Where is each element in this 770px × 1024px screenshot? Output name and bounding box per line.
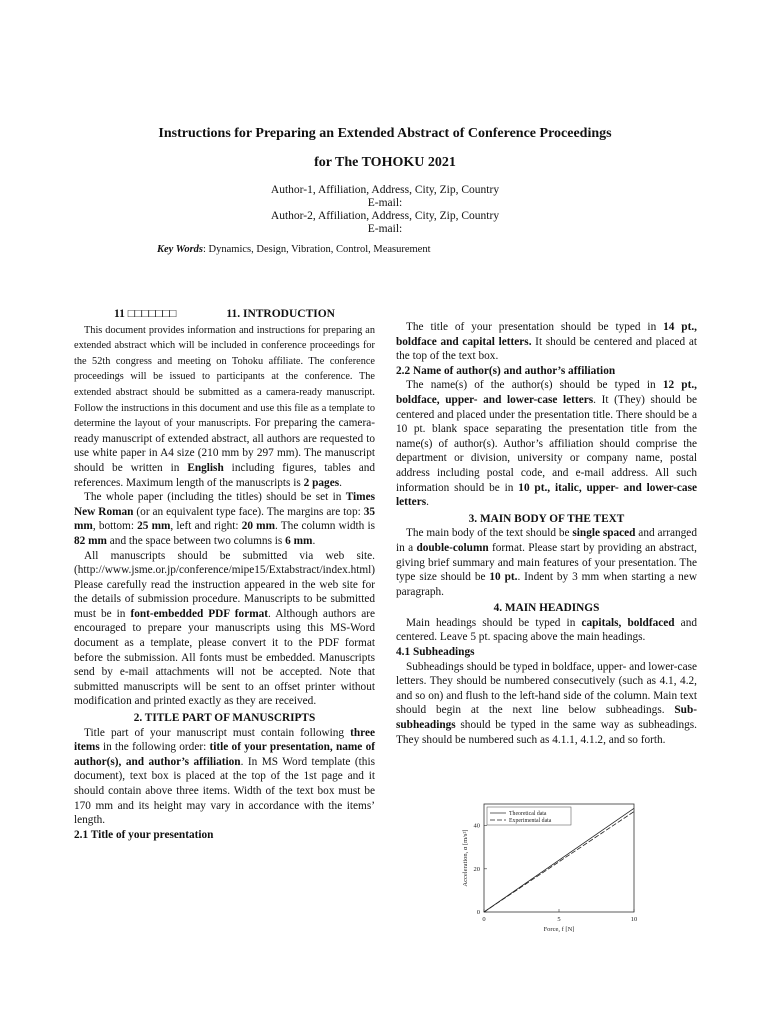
- title-instructions-paragraph: The title of your presentation should be typed in 14 pt., boldface and capital letters. It should be centered and placed at the top of the text box.: [396, 321, 697, 363]
- legend-entry: Theoretical data: [509, 811, 547, 817]
- subsection-2-1-heading: 2.1 Title of your presentation: [74, 828, 214, 841]
- garbled-heading: 11 □□□□□□□: [114, 308, 177, 320]
- y-tick-label: 0: [476, 909, 480, 916]
- subheadings-paragraph: Subheadings should be typed in boldface, upper- and lower-case letters. They should be numbered consecutively (such as 4.1, 4.2, and so on) and flush to the left-hand side of the column. Main text should begin at the next line below subheadings. Sub-subheadings should be typed in the same way as subheadings. They should be numbered such as 4.1.1, 4.1.2, and so forth.: [396, 660, 697, 746]
- author-2: Author-2, Affiliation, Address, City, Zip, Country: [270, 210, 500, 222]
- x-axis-label: Force, f [N]: [543, 926, 575, 933]
- paper-title-line2: for The TOHOKU 2021: [314, 155, 456, 170]
- intro-heading-text: 11. INTRODUCTION: [226, 308, 335, 320]
- title-part-paragraph: Title part of your manuscript must contain following three items in the following order: title of your presentation, name of author(s), and author’s affiliation. In MS Word template (this document), text box is placed at the top of the 1st page and it should contain above three items. Width of the text box must be 170 mm and its height may vary in accordance with the items’ length.: [74, 726, 375, 827]
- y-axis-label: Acceleration, α [m/s²]: [462, 829, 469, 887]
- author-2-email: E-mail:: [367, 223, 403, 235]
- author-1-email: E-mail:: [367, 197, 403, 209]
- paper-title-line1: Instructions for Preparing an Extended Abstract of Conference Proceedings: [158, 126, 612, 141]
- x-tick-label: 0: [482, 916, 486, 923]
- intro-paragraph-3: All manuscripts should be submitted via web site. (http://www.jsme.or.jp/conference/mipe15/Extabstract/index.html) Please carefully read the instruction appeared in the web site for the details of submission procedure. Manuscripts to be submitted must be in font-embedded PDF format. Although authors are encouraged to prepare your manuscripts using this MS-Word document as a template, please convert it to the PDF format before the submission. All fonts must be embedded. Manuscripts send by e-mail attachments will not be accepted. Note that submitted manuscripts will be sent to an offset printer without modification and printed exactly as they are received.: [74, 549, 376, 708]
- section-4-heading: 4. MAIN HEADINGS: [493, 602, 600, 615]
- keywords-label: Key Words: [157, 244, 203, 255]
- intro-heading: [74, 307, 375, 322]
- legend-entry: Experimental data: [509, 818, 552, 824]
- x-tick-label: 5: [557, 916, 561, 923]
- subsection-2-2-heading: 2.2 Name of author(s) and author’s affiliation: [396, 364, 616, 377]
- left-column: [74, 307, 375, 842]
- author-1: Author-1, Affiliation, Address, City, Zip, Country: [270, 184, 500, 196]
- intro-paragraph-2: The whole paper (including the titles) should be set in Times New Roman (or an equivalent type face). The margins are top: 35 mm, bottom: 25 mm, left and right: 20 mm. The column width is 82 mm and the space between two columns is 6 mm.: [74, 491, 375, 547]
- right-column: [396, 320, 697, 747]
- section-2-heading: 2. TITLE PART OF MANUSCRIPTS: [133, 712, 316, 725]
- keywords-list: : Dynamics, Design, Vibration, Control, Measurement: [203, 244, 431, 255]
- main-body-paragraph: The main body of the text should be single spaced and arranged in a double-column format. Please start by providing an abstract, giving brief summary and main features of your presentation. The type size should be 10 pt.. Indent by 3 mm when starting a new paragraph.: [396, 527, 697, 598]
- subsection-4-1-heading: 4.1 Subheadings: [396, 646, 475, 659]
- chart-svg: [448, 800, 648, 945]
- x-tick-label: 10: [630, 916, 638, 923]
- intro-paragraph-1: This document provides information and instructions for preparing an extended abstract which will be included in conference proceedings for the 52th congress and meeting on Tohoku affiliate. The conference proceedings will be issued to participants at the conference. The extended abstract should be submitted as a camera-ready manuscript. Follow the instructions in this document and use this file as a template to determine the layout of your manuscripts. For preparing the camera-ready manuscript of extended abstract, all authors are requested to use white paper in A4 size (210 mm by 297 mm). The manuscript should be written in English including figures, tables and references. Maximum length of the manuscripts is 2 pages.: [74, 324, 376, 489]
- section-3-heading: 3. MAIN BODY OF THE TEXT: [468, 512, 625, 525]
- y-tick-label: 20: [473, 865, 480, 873]
- author-instructions-paragraph: The name(s) of the author(s) should be typed in 12 pt., boldface, upper- and lower-case letters. It (They) should be centered and placed under the presentation title. There should be a 10 pt. blank space separating the presentation title from the name(s) of author(s). Author’s affiliation should comprise the department or division, university or company name, postal address including postal code, and e-mail address. All such information should be in 10 pt., italic, upper- and lower-case letters.: [396, 379, 697, 509]
- keywords: [157, 244, 431, 255]
- y-tick-label: 40: [473, 822, 480, 830]
- main-headings-paragraph: Main headings should be typed in capitals, boldfaced and centered. Leave 5 pt. spacing above the main headings.: [396, 616, 697, 644]
- figure-chart: [448, 800, 648, 945]
